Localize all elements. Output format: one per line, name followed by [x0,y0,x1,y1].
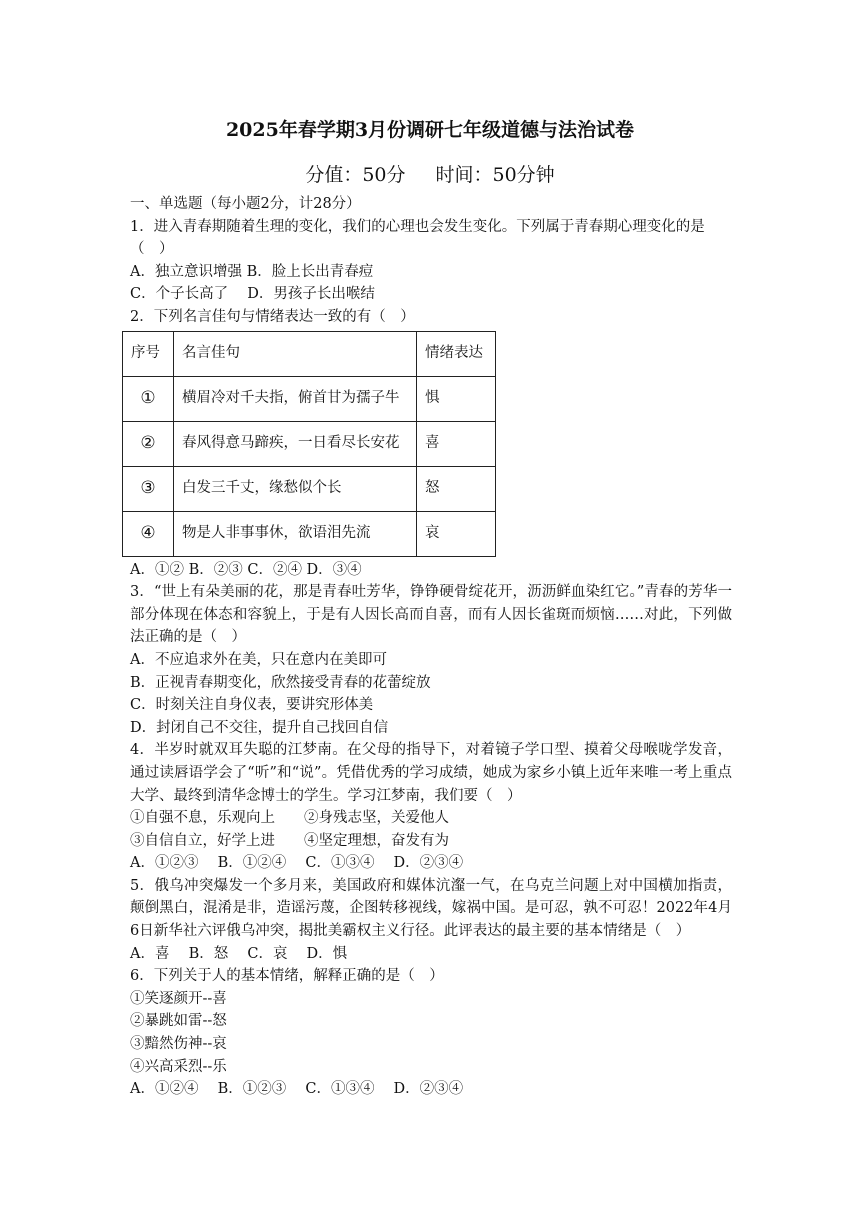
table-row [123,376,496,421]
q6-options: A．①②④ B．①②③ C．①③④ D．②③④ [130,1081,464,1098]
table-cell-index: ③ [123,466,174,511]
q3-option-a: A．不应追求外在美，只在意内在美即可 [130,651,387,668]
q4-items-34: ③自信自立，好学上进 ④坚定理想，奋发有为 [130,832,449,849]
q6-item-4: ④兴高采烈--乐 [130,1058,227,1075]
table-header-row [123,331,496,376]
table-row [123,466,496,511]
exam-meta [0,160,860,187]
table-cell-emotion: 怒 [417,466,496,511]
q3-option-b: B．正视青春期变化，欣然接受青春的花蕾绽放 [130,674,431,691]
q1-stem-blank: （ ） [130,241,174,258]
table-cell-quote: 物是人非事事休，欲语泪先流 [174,511,417,556]
q4-items-12: ①自强不息，乐观向上 ②身残志坚，关爱他人 [130,810,449,827]
q5-stem: 5．俄乌冲突爆发一个多月来，美国政府和媒体沆瀣一气，在乌克兰问题上对中国横加指责，颠倒黑白，混淆是非，造谣污蔑，企图转移视线，嫁祸中国。是可忍，孰不可忍！2022年4月6日新华社六评俄乌冲突，揭批美霸权主义行径。此评表达的最主要的基本情绪是（ ） [130,877,732,940]
table-cell-emotion: 哀 [417,511,496,556]
quote-table [122,331,496,557]
q4-stem: 4．半岁时就双耳失聪的江梦南。在父母的指导下，对着镜子学口型、摸着父母喉咙学发音，通过读唇语学会了“听”和“说”。凭借优秀的学习成绩，她成为家乡小镇上近年来唯一考上重点大学、最终到清华念博士的学生。学习江梦南，我们要（ ） [130,742,732,804]
exam-body [130,193,732,1101]
q4-options: A．①②③ B．①②④ C．①③④ D．②③④ [130,855,464,872]
section-heading: 一、单选题（每小题2分，计28分） [130,196,361,212]
q6-item-2: ②暴跳如雷--怒 [130,1013,227,1030]
q2-options: A．①② B．②③ C．②④ D．③④ [130,561,362,578]
table-cell-index: ① [123,376,174,421]
table-header-cell: 序号 [123,331,174,376]
table-header-cell: 情绪表达 [417,331,496,376]
q6-item-1: ①笑逐颜开--喜 [130,990,227,1007]
table-cell-index: ② [123,421,174,466]
q3-stem: 3．“世上有朵美丽的花，那是青春吐芳华，铮铮硬骨绽花开，沥沥鲜血染红它。”青春的芳华一部分体现在体态和容貌上，于是有人因长高而自喜，而有人因长雀斑而烦恼……对此，下列做法正确的是（ ） [130,584,732,646]
table-row [123,511,496,556]
table-cell-quote: 横眉冷对千夫指，俯首甘为孺子牛 [174,376,417,421]
q1-options-ab: A．独立意识增强 B．脸上长出青春痘 [130,263,374,280]
table-cell-emotion: 惧 [417,376,496,421]
score-label: 分值：50分 [305,164,406,186]
q6-stem: 6．下列关于人的基本情绪，解释正确的是（ ） [130,968,444,985]
table-cell-quote: 白发三千丈，缘愁似个长 [174,466,417,511]
q1-stem: 1．进入青春期随着生理的变化，我们的心理也会发生变化。下列属于青春期心理变化的是 [130,218,705,235]
table-header-cell: 名言佳句 [174,331,417,376]
q1-options-cd: C．个子长高了 D．男孩子长出喉结 [130,286,375,303]
table-row [123,421,496,466]
q6-item-3: ③黯然伤神--哀 [130,1036,227,1053]
q3-option-d: D．封闭自己不交往，提升自己找回自信 [130,719,389,736]
q2-stem: 2．下列名言佳句与情绪表达一致的有（ ） [130,308,415,325]
q3-option-c: C．时刻关注自身仪表，要讲究形体美 [130,697,374,714]
exam-title: 2025年春学期3月份调研七年级道德与法治试卷 [225,119,635,141]
time-label: 时间：50分钟 [435,164,555,186]
q5-options: A．喜 B．怒 C．哀 D．惧 [130,945,348,962]
table-cell-index: ④ [123,511,174,556]
table-cell-quote: 春风得意马蹄疾，一日看尽长安花 [174,421,417,466]
table-cell-emotion: 喜 [417,421,496,466]
